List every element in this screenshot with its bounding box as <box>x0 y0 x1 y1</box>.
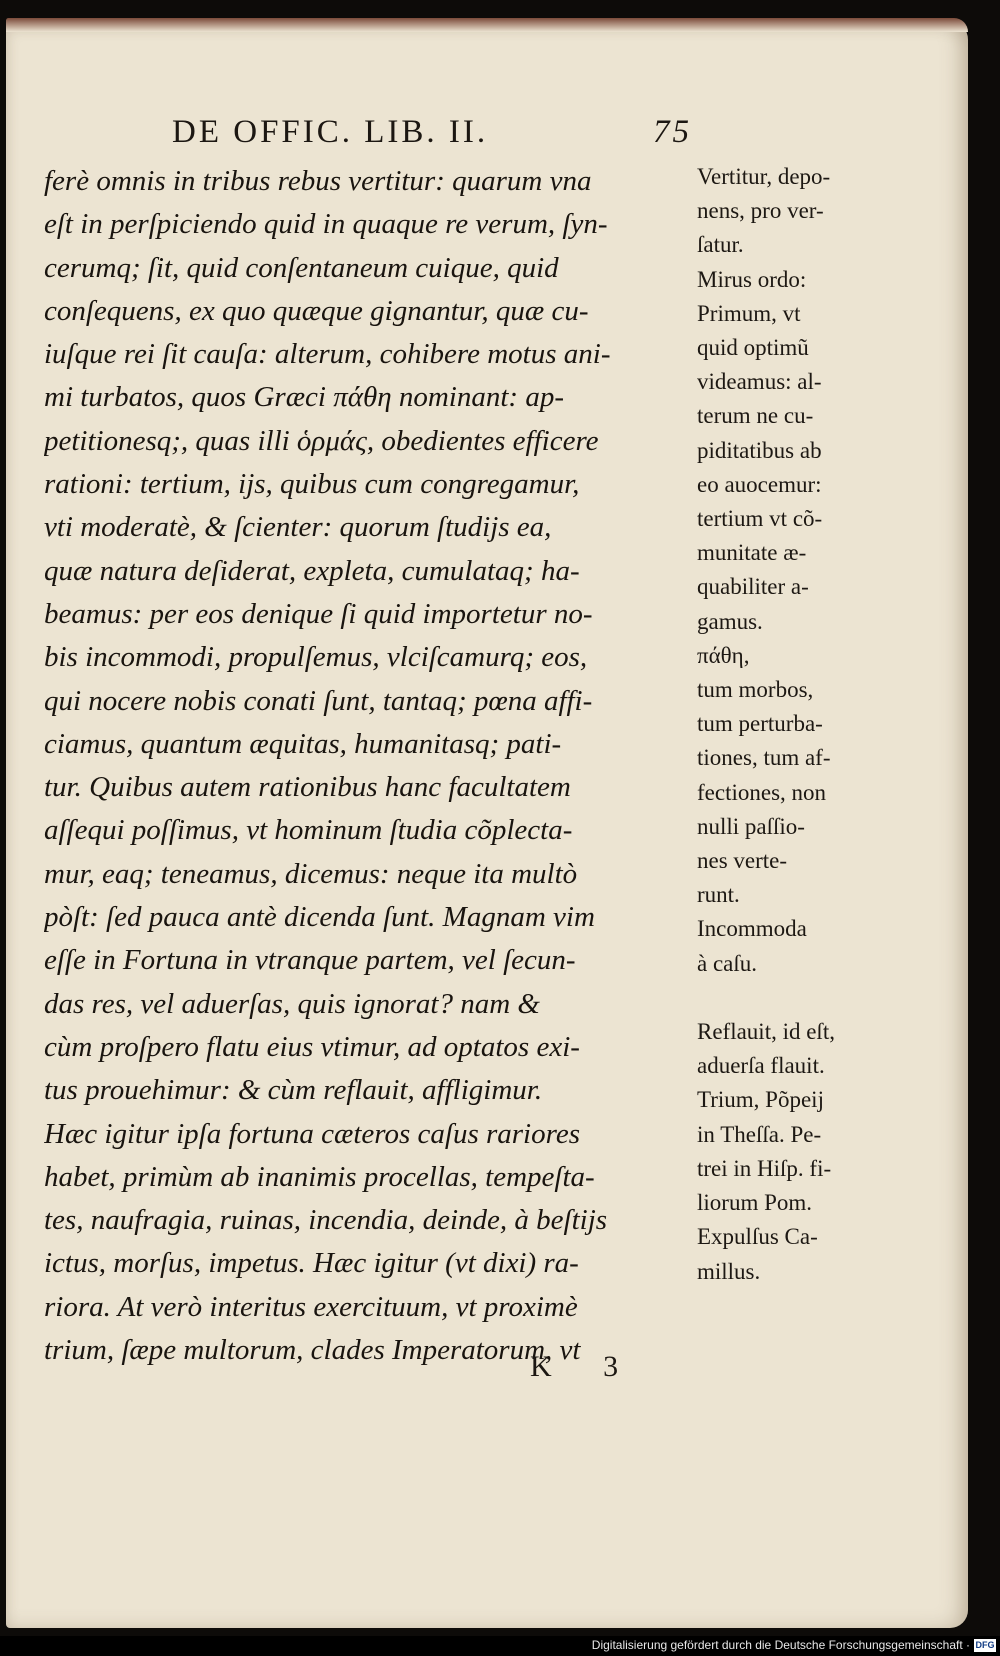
margin-note-line: Vertitur, depo- <box>697 164 831 189</box>
margin-notes <box>697 160 887 1289</box>
margin-note-line: à caſu. <box>697 950 758 976</box>
margin-note-line: nulli paſſio- <box>697 813 805 839</box>
margin-note-line: Expulſus Ca- <box>697 1224 818 1250</box>
margin-note-line: fectiones, non <box>697 779 827 805</box>
margin-note-line: Reflauit, id eſt, <box>697 1019 835 1045</box>
text-line: eſſe in Fortuna in vtranque partem, vel ſecun- <box>44 944 576 977</box>
margin-note-line: nens, pro ver- <box>697 198 824 224</box>
margin-note-line: Trium, Põpeij <box>697 1087 824 1113</box>
text-line: ciamus, quantum æquitas, humanitasq; pati- <box>44 727 562 760</box>
text-line: das res, vel aduerſas, quis ignorat? nam & <box>44 987 540 1020</box>
margin-note-line: tum morbos, <box>697 677 814 703</box>
text-line: quæ natura deſiderat, expleta, cumulataq; ha- <box>44 554 580 587</box>
margin-note-line: eo auocemur: <box>697 471 822 497</box>
margin-note-line <box>697 981 887 1015</box>
text-line: mur, eaq; teneamus, dicemus: neque ita multò <box>44 857 578 890</box>
text-line: Hæc igitur ipſa fortuna cæteros caſus rariores <box>44 1117 580 1150</box>
main-text-block <box>44 160 694 1372</box>
text-line: tes, naufragia, ruinas, incendia, deinde, à beſtijs <box>44 1204 608 1237</box>
margin-note-line: Mirus ordo: <box>697 266 807 292</box>
text-line: bis incommodi, propulſemus, vlciſcamurq; eos, <box>44 641 588 674</box>
text-line: cùm proſpero flatu eius vtimur, ad optatos exi- <box>44 1030 580 1063</box>
margin-note-line: terum ne cu- <box>697 403 814 429</box>
running-header <box>172 114 692 160</box>
dfg-logo-icon: DFG <box>975 1640 995 1650</box>
text-line: vti moderatè, & ſcienter: quorum ſtudijs ea, <box>44 511 552 544</box>
text-line: rationi: tertium, ijs, quibus cum congregamur, <box>44 468 580 501</box>
margin-note-line: aduerſa flauit. <box>697 1053 825 1079</box>
text-line: tus prouehimur: & cùm reflauit, affligimur. <box>44 1074 543 1107</box>
text-line: conſequens, ex quo quæque gignantur, quæ cu- <box>44 294 589 327</box>
margin-note-line: tum perturba- <box>697 711 823 737</box>
margin-note-line: munitate æ- <box>697 540 807 566</box>
margin-note-line: quabiliter a- <box>697 574 809 600</box>
text-line: riora. At verò interitus exercituum, vt proximè <box>44 1290 578 1323</box>
text-line: qui nocere nobis conati ſunt, tantaq; pœna affi- <box>44 684 593 717</box>
margin-note-line: videamus: al- <box>697 369 822 395</box>
margin-note-line: quid optimũ <box>697 335 809 361</box>
margin-note-line: Incommoda <box>697 916 807 942</box>
margin-note-line: runt. <box>697 882 740 908</box>
margin-note-line: millus. <box>697 1258 761 1284</box>
margin-note-line: nes verte- <box>697 848 788 874</box>
text-line: ferè omnis in tribus rebus vertitur: quarum vna <box>44 165 592 197</box>
page-number: 75 <box>653 114 692 150</box>
text-line: iuſque rei ſit cauſa: alterum, cohibere motus ani- <box>44 338 611 371</box>
margin-note-line: πάθη, <box>697 642 750 668</box>
text-line: eſt in perſpiciendo quid in quaque re verum, ſyn- <box>44 208 608 241</box>
margin-note-line: ſatur. <box>697 232 744 258</box>
text-line: mi turbatos, quos Græci πάθη nominant: ap- <box>44 381 564 414</box>
page-edge <box>6 18 968 32</box>
text-line: aſſequi poſſimus, vt hominum ſtudia cõplecta- <box>44 814 573 847</box>
text-line: trium, ſæpe multorum, clades Imperatorum, vt <box>44 1334 581 1367</box>
text-line: cerumq; ſit, quid conſentaneum cuique, quid <box>44 251 559 284</box>
margin-note-line: Primum, vt <box>697 300 801 326</box>
margin-note-line: liorum Pom. <box>697 1190 813 1216</box>
margin-note-line: tertium vt cõ- <box>697 506 823 532</box>
text-line: ictus, morſus, impetus. Hæc igitur (vt dixi) ra- <box>44 1247 579 1280</box>
text-line: habet, primùm ab inanimis procellas, tempeſta- <box>44 1160 595 1193</box>
text-line: pòſt: ſed pauca antè dicenda ſunt. Magnam vim <box>44 901 595 934</box>
margin-note-line: trei in Hiſp. fi- <box>697 1155 832 1181</box>
funding-notice: Digitalisierung gefördert durch die Deutsche Forschungsgemeinschaft · <box>591 1638 970 1652</box>
margin-note-line: in Theſſa. Pe- <box>697 1121 822 1147</box>
text-line: beamus: per eos denique ſi quid importetur no- <box>44 597 593 630</box>
text-line: petitionesq;, quas illi ὁρμάς, obedientes efficere <box>44 424 599 457</box>
running-title: DE OFFIC. LIB. II. <box>172 114 489 150</box>
text-line: tur. Quibus autem rationibus hanc facultatem <box>44 771 571 804</box>
margin-note-line: piditatibus ab <box>697 437 822 463</box>
signature-mark: K 3 <box>530 1350 641 1383</box>
margin-note-line: gamus. <box>697 608 763 634</box>
margin-note-line: tiones, tum af- <box>697 745 831 771</box>
